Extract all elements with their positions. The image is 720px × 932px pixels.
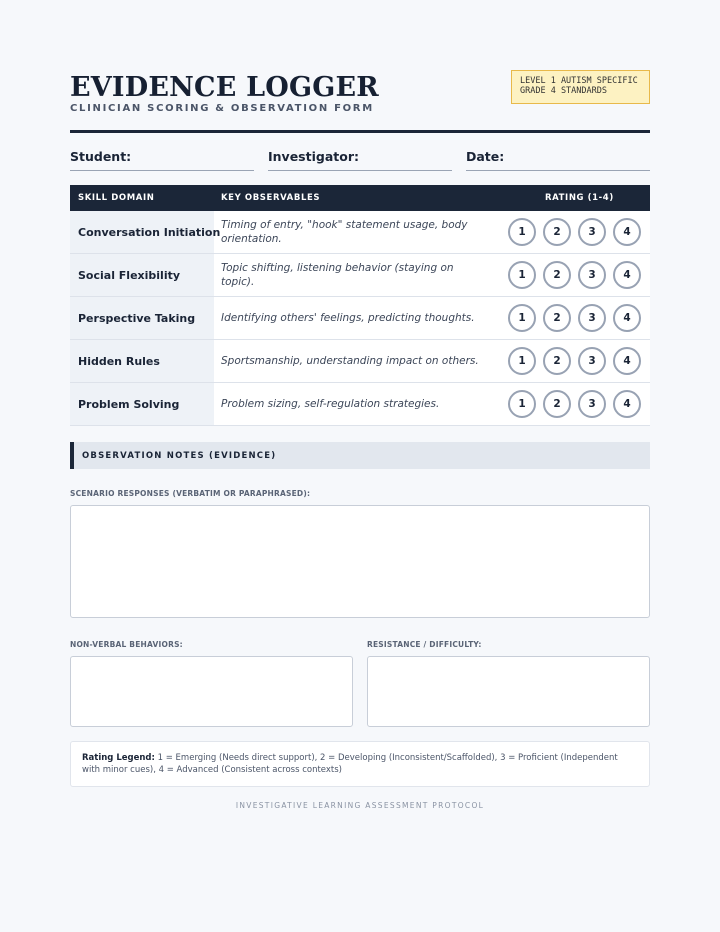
rating-option-3[interactable]: 3 <box>578 304 606 332</box>
rating-option-1[interactable]: 1 <box>508 390 536 418</box>
table-row <box>70 383 650 426</box>
badge-line-grade: GRADE 4 STANDARDS <box>520 86 607 96</box>
student-label: Student: <box>70 149 132 164</box>
non-verbal-behaviors-field[interactable] <box>70 656 353 727</box>
rating-option-3[interactable]: 3 <box>578 261 606 289</box>
skill-domain-cell: Conversation Initiation <box>70 211 214 253</box>
rating-option-1[interactable]: 1 <box>508 304 536 332</box>
rating-option-1[interactable]: 1 <box>508 347 536 375</box>
non-verbal-behaviors-label: NON-VERBAL BEHAVIORS: <box>70 640 183 649</box>
header-skill-domain: SKILL DOMAIN <box>78 193 155 203</box>
investigator-field[interactable] <box>268 149 452 171</box>
scoring-table <box>70 185 650 426</box>
rating-option-3[interactable]: 3 <box>578 347 606 375</box>
rating-legend <box>70 741 650 787</box>
investigator-label: Investigator: <box>268 149 359 164</box>
rating-option-4[interactable]: 4 <box>613 390 641 418</box>
rating-option-2[interactable]: 2 <box>543 390 571 418</box>
rating-option-3[interactable]: 3 <box>578 390 606 418</box>
badge-line-level: LEVEL 1 AUTISM SPECIFIC <box>520 76 638 86</box>
rating-option-3[interactable]: 3 <box>578 218 606 246</box>
skill-domain-cell: Social Flexibility <box>70 254 214 296</box>
standards-badge <box>511 70 650 104</box>
resistance-difficulty-label: RESISTANCE / DIFFICULTY: <box>367 640 482 649</box>
rating-option-1[interactable]: 1 <box>508 261 536 289</box>
observables-cell: Identifying others' feelings, predicting thoughts. <box>221 312 475 324</box>
observables-cell: Sportsmanship, understanding impact on others. <box>221 355 479 367</box>
student-field[interactable] <box>70 149 254 171</box>
header-key-observables: KEY OBSERVABLES <box>221 193 321 203</box>
form-header <box>70 72 650 132</box>
rating-option-2[interactable]: 2 <box>543 261 571 289</box>
table-header <box>70 185 650 211</box>
rating-option-4[interactable]: 4 <box>613 347 641 375</box>
page-title: EVIDENCE LOGGER <box>70 72 379 103</box>
table-row <box>70 211 650 254</box>
skill-domain-cell: Hidden Rules <box>70 340 214 382</box>
skill-domain-cell: Problem Solving <box>70 383 214 425</box>
rating-legend-label: Rating Legend: <box>82 753 155 763</box>
skill-domain-cell: Perspective Taking <box>70 297 214 339</box>
rating-option-4[interactable]: 4 <box>613 304 641 332</box>
rating-option-2[interactable]: 2 <box>543 304 571 332</box>
table-row <box>70 254 650 297</box>
scenario-responses-label: SCENARIO RESPONSES (VERBATIM OR PARAPHRASED): <box>70 489 311 498</box>
rating-legend-text: 1 = Emerging (Needs direct support), 2 = Developing (Inconsistent/Scaffolded), 3 = Proficient (Independent with minor cues), 4 = Advanced (Consistent across contexts) <box>82 753 618 775</box>
page-subtitle: CLINICIAN SCORING & OBSERVATION FORM <box>70 103 374 114</box>
observables-cell: Timing of entry, "hook" statement usage, body orientation. <box>221 219 468 245</box>
page-footer: INVESTIGATIVE LEARNING ASSESSMENT PROTOCOL <box>235 801 485 810</box>
rating-option-1[interactable]: 1 <box>508 218 536 246</box>
header-rating: RATING (1-4) <box>545 193 614 203</box>
scenario-responses-field[interactable] <box>70 505 650 618</box>
rating-option-2[interactable]: 2 <box>543 347 571 375</box>
date-field[interactable] <box>466 149 650 171</box>
table-row <box>70 297 650 340</box>
rating-option-4[interactable]: 4 <box>613 261 641 289</box>
observables-cell: Topic shifting, listening behavior (staying on topic). <box>221 262 454 288</box>
table-row <box>70 340 650 383</box>
header-divider <box>70 130 650 133</box>
observables-cell: Problem sizing, self-regulation strategies. <box>221 398 440 410</box>
rating-option-4[interactable]: 4 <box>613 218 641 246</box>
date-label: Date: <box>466 149 505 164</box>
resistance-difficulty-field[interactable] <box>367 656 650 727</box>
rating-option-2[interactable]: 2 <box>543 218 571 246</box>
observation-notes-heading: OBSERVATION NOTES (EVIDENCE) <box>70 442 650 469</box>
